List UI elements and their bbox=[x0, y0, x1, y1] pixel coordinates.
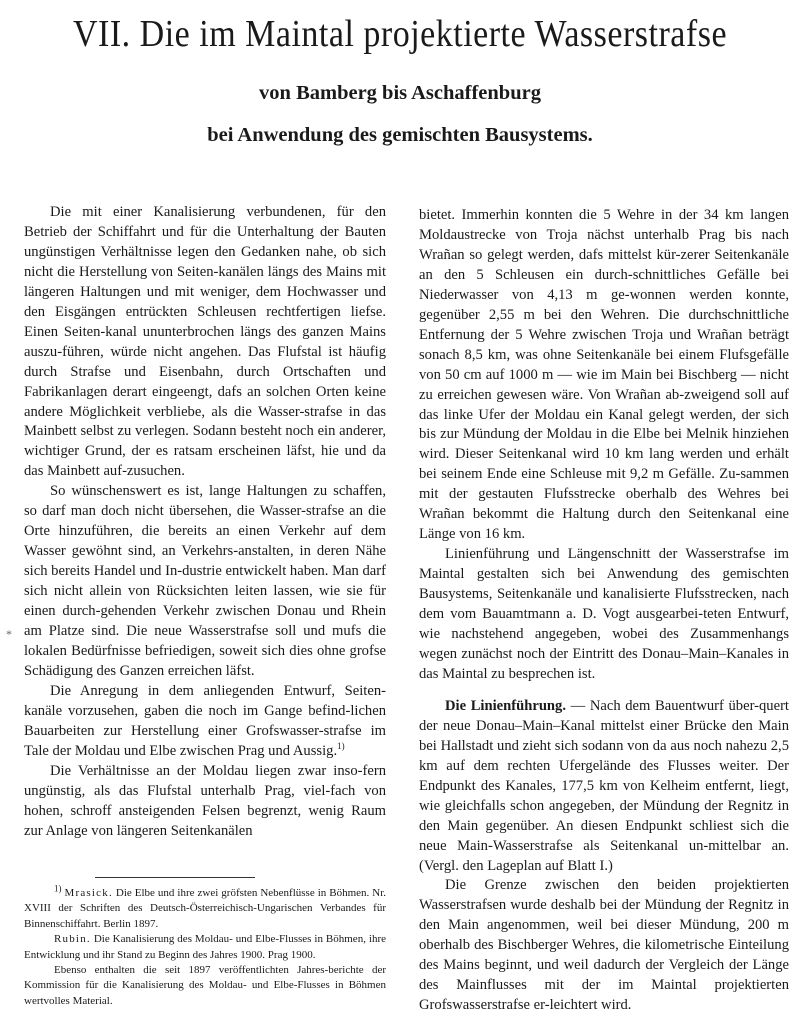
left-column bbox=[24, 203, 386, 842]
footnote-rule bbox=[95, 877, 255, 878]
left-paragraph-1: Die mit einer Kanalisierung verbundenen, für den Betrieb der Schiffahrt und für die Unterhaltung der Bauten ungünstigen Verhältnisse legen den Gedanken nahe, ob sich nicht die Herstellung von Seiten-kanälen längs des Mains mit längeren Haltungen und mit weniger, dem Hochwasser und den Eisgängen entrückten Schleusen rechtfertigen liefse. Einen Seiten-kanal ununterbrochen längs des ganzen Mains auszu-führen, würde nicht angehen. Das Flufstal ist häufig durch Strafse und Eisenbahn, durch Ortschaften und Fabrikanlagen derart eingeengt, dafs an solchen Orten keine andere Möglichkeit verbliebe, als die Wasser-strafse in das Mainbett selbst zu verlegen. Sodann besteht noch ein anderer, wichtiger Grund, der es ratsam erscheinen läfst, hie und da das Mainbett auf-zusuchen. bbox=[24, 204, 386, 480]
right-paragraph-1: bietet. Immerhin konnten die 5 Wehre in der 34 km langen Moldaustrecke von Troja nächst unterhalb Prag bis nach Wrañan so gelegt werden, dafs mittelst kür-zerer Seitenkanäle an den 5 Schleusen ein durch-schnittliches Gefälle bei Niederwasser von 4,13 m ge-wonnen werden konnte, gegenüber 2,55 m bei den Wehren. Die durchschnittliche Entfernung der 5 Wehre zwischen Troja und Wrañan beträgt sonach 8,5 km, was ohne Seitenkanäle bei einem Flufsgefälle von 50 cm auf 1000 m — wie im Main bei Bischberg — nicht zu erreichen gewesen wäre. Von Wrañan ab-zweigend soll auf das linke Ufer der Moldau ein Kanal gelegt werden, der sich bis zur Mündung der Moldau in die Elbe bei Melnik hinziehen wird. Dieser Seitenkanal wird 10 km lang werden und erhält bei seinem Ende eine Schleuse mit 9,2 m Gefälle. Zu-sammen mit der gestauten Flufsstrecke oberhalb des Wehres bei Wrañan bekommt die Haltung durch den Seitenkanal eine Länge von 16 km. bbox=[419, 207, 789, 543]
left-paragraph-3 bbox=[24, 682, 386, 762]
chapter-subtitle-system: bei Anwendung des gemischten Bausystems. bbox=[207, 124, 593, 146]
footnote-2-text: Die Kanalisierung des Moldau- und Elbe-Flusses in Böhmen, ihre Entwicklung und ihr Stand zu Beginn des Jahres 1900. Prag 1900. bbox=[24, 933, 386, 961]
chapter-title: VII. Die im Maintal projektierte Wasserstrafse bbox=[72, 13, 728, 55]
footnote-ref: 1) bbox=[337, 740, 345, 751]
section-leadin: Die Linienführung. bbox=[445, 697, 566, 714]
right-column bbox=[419, 206, 789, 1016]
footnote-2 bbox=[24, 932, 386, 963]
footnotes bbox=[24, 883, 387, 1009]
right-paragraph-3 bbox=[419, 697, 789, 877]
chapter-subtitle-route: von Bamberg bis Aschaffenburg bbox=[259, 82, 541, 104]
right-paragraph-2: Linienführung und Längenschnitt der Wasserstrafse im Maintal gestalten sich bei Anwendung des gemischten Bausystems, Seitenkanäle und kanalisierte Flufsstrecken, nach dem vom Bauamtmann a. D. Vogt ausgearbei-teten Entwurf, wie nachstehend angegeben, wobei des Zusammenhangs wegen zunächst noch der Eintritt des Donau–Main–Kanales in das Maintal zu besprechen ist. bbox=[419, 546, 789, 682]
left-paragraph-2: So wünschenswert es ist, lange Haltungen zu schaffen, so darf man doch nicht übersehen, die Wasser-strafse an die Orte hinzuführen, die bereits an einen Verkehr auf dem Wasser gewöhnt sind, an Verkehrs-anstalten, in deren Nähe sich bereits Handel und In-dustrie entwickelt haben. Man darf sich nicht allein von Rücksichten leiten lassen, wie sie für einen durch-gehenden Verkehr zwischen Donau und Rhein am Platze sind. Die neue Wasserstrafse soll und mufs die lokalen Bedürfnisse befriedigen, soweit sich dies ohne grofse Schädigung des Ganzen erreichen läfst. bbox=[24, 483, 386, 679]
footnote-1-text: Die Elbe und ihre zwei gröfsten Nebenflüsse in Böhmen. Nr. XVIII der Schriften des Deutsch-Österreichisch-Ungarischen Verbandes für Binnenschiffahrt. Berlin 1897. bbox=[24, 887, 387, 930]
left-paragraph-4: Die Verhältnisse an der Moldau liegen zwar inso-fern ungünstig, als das Flufstal unterhalb Prag, viel-fach von hohen, schroff ansteigenden Felsen begrenzt, wenig Raum zur Anlage von längeren Seitenkanälen bbox=[24, 762, 386, 839]
footnote-1-author: Mrasick. bbox=[64, 887, 113, 899]
right-paragraph-3-text: — Nach dem Bauentwurf über-quert der neue Donau–Main–Kanal mittelst einer Brücke den Main bei Hallstadt und zieht sich sodann von da aus noch nahezu 2,5 km auf dem rechten Ufergelände des Flusses weiter. Der Endpunkt des Kanales, 177,5 km von Kelheim entfernt, liegt, wie gleichfalls schon angegeben, der Mündung der Regnitz in den Main gegenüber. An diesen Endpunkt schliest sich die neue Main-Wasserstrafse als Seitenkanal un-mittelbar an. (Vergl. den Lageplan auf Blatt I.) bbox=[419, 697, 789, 874]
margin-mark: * bbox=[6, 627, 12, 641]
footnote-2-author: Rubin. bbox=[54, 933, 91, 946]
left-paragraph-3-text: Die Anregung in dem anliegenden Entwurf, Seiten-kanäle vorzusehen, gaben die noch im Gange befind-lichen Bauarbeiten zur Herstellung einer Grofswasser-strafse im Tale der Moldau und Elbe zwischen Prag und Aussig. bbox=[24, 682, 386, 759]
footnote-1 bbox=[24, 883, 387, 932]
right-paragraph-4: Die Grenze zwischen den beiden projektierten Wasserstrafsen wurde deshalb bei der Mündung der Regnitz in den Main angenommen, weil bei dieser Mündung, 200 m oberhalb des Bischberger Wehres, die kilometrische Einteilung des Mains beginnt, und weil dadurch der Vergleich der Länge des Mainflusses mit der im Maintal projektierten Grofswasserstrafse er-leichtert wird. bbox=[419, 877, 789, 1014]
footnote-3: Ebenso enthalten die seit 1897 veröffentlichten Jahres-berichte der Kommission für die Kanalisierung des Moldau- und Elbe-Flusses in Böhmen wertvolles Material. bbox=[24, 964, 386, 1007]
footnote-1-mark: 1) bbox=[54, 883, 62, 894]
